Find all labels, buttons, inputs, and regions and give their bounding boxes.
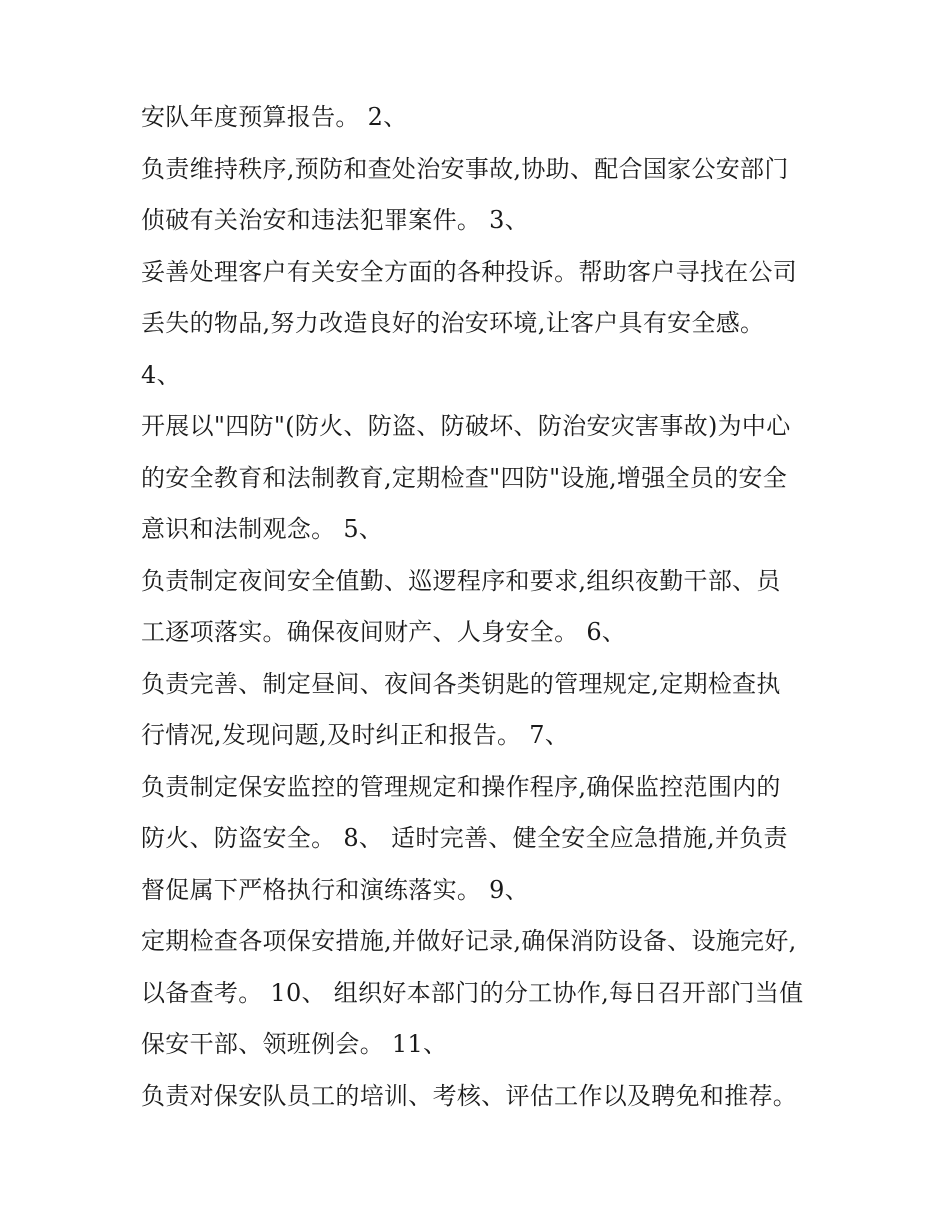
- body-text: [141, 104, 841, 1134]
- text-line: 以备查考。 10、 组织好本部门的分工协作,每日召开部门当值: [141, 978, 804, 1007]
- text-line: 保安干部、领班例会。 11、: [141, 1030, 448, 1058]
- text-line: 定期检查各项保安措施,并做好记录,确保消防设备、设施完好,: [141, 927, 797, 955]
- text-line: 督促属下严格执行和演练落实。 9、: [141, 875, 529, 904]
- text-line: 4、: [141, 360, 181, 389]
- text-line: 妥善处理客户有关安全方面的各种投诉。帮助客户寻找在公司: [141, 257, 798, 286]
- text-line: 开展以"四防"(防火、防盗、防破坏、防治安灾害事故)为中心: [141, 412, 791, 440]
- text-line: 行情况,发现问题,及时纠正和报告。 7、: [141, 721, 570, 749]
- text-line: 安队年度预算报告。 2、: [141, 103, 408, 131]
- text-line: 负责制定保安监控的管理规定和操作程序,确保监控范围内的: [141, 772, 781, 801]
- text-line: 工逐项落实。确保夜间财产、人身安全。 6、: [141, 618, 627, 646]
- text-line: 的安全教育和法制教育,定期检查"四防"设施,增强全员的安全: [141, 463, 788, 492]
- text-line: 负责制定夜间安全值勤、巡逻程序和要求,组织夜勤干部、员: [141, 566, 781, 595]
- text-line: 意识和法制观念。 5、: [141, 515, 384, 543]
- text-line: 负责对保安队员工的培训、考核、评估工作以及聘免和推荐。: [141, 1081, 798, 1110]
- text-line: 丢失的物品,努力改造良好的治安环境,让客户具有安全感。: [141, 309, 765, 337]
- text-line: 负责完善、制定昼间、夜间各类钥匙的管理规定,定期检查执: [141, 669, 781, 698]
- text-line: 侦破有关治安和违法犯罪案件。 3、: [141, 206, 529, 234]
- text-line: 防火、防盗安全。 8、 适时完善、健全安全应急措施,并负责: [141, 824, 788, 852]
- text-line: 负责维持秩序,预防和查处治安事故,协助、配合国家公安部门: [141, 154, 789, 183]
